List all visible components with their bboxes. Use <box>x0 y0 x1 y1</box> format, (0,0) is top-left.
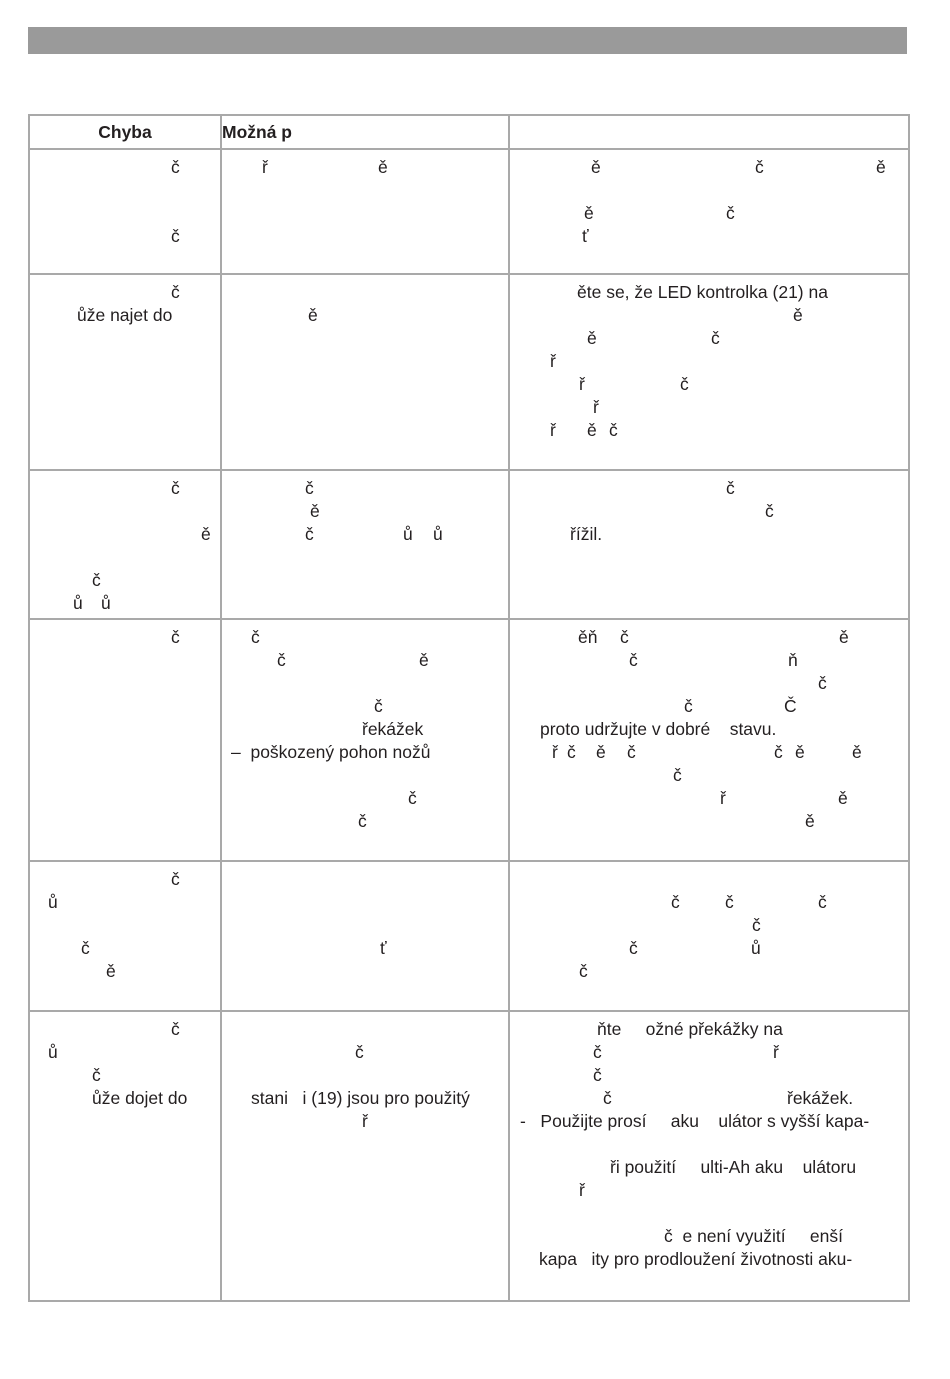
fault-cell <box>29 149 221 274</box>
cause-text: stani i (19) jsou pro použitý <box>251 1088 470 1108</box>
remedy-cell <box>509 470 909 619</box>
cause-text: č <box>358 811 367 831</box>
remedy-text: č <box>818 673 827 693</box>
cause-text: č <box>305 478 314 498</box>
remedy-text: řekážek. <box>787 1088 854 1108</box>
remedy-text: č <box>726 478 735 498</box>
remedy-text: ňte ožné překážky na <box>597 1019 783 1039</box>
table-row <box>29 274 909 470</box>
remedy-text: ř <box>550 420 556 440</box>
remedy-text: č <box>684 696 693 716</box>
remedy-text: č <box>711 328 720 348</box>
remedy-text: č <box>765 501 774 521</box>
fault-text: č <box>92 570 101 590</box>
fault-text: ů <box>73 593 83 613</box>
column-header-remedy <box>509 115 909 149</box>
remedy-text: kapa ity pro prodloužení životnosti aku- <box>539 1249 853 1269</box>
remedy-text: č <box>579 961 588 981</box>
remedy-text: č <box>671 892 680 912</box>
cause-text: ě <box>378 157 388 177</box>
remedy-text: č <box>680 374 689 394</box>
remedy-text: ř <box>773 1042 779 1062</box>
remedy-text: č <box>627 742 636 762</box>
remedy-text: ě <box>584 203 594 223</box>
remedy-text: č <box>629 938 638 958</box>
table-row <box>29 861 909 1011</box>
fault-text: ů <box>48 892 58 912</box>
remedy-text: ř <box>552 742 558 762</box>
fault-text: č <box>171 1019 180 1039</box>
remedy-text: ři použití ulti-Ah aku ulátoru <box>610 1157 857 1177</box>
table-header-row <box>29 115 909 149</box>
fault-text: ě <box>201 524 211 544</box>
fault-text: č <box>171 282 180 302</box>
remedy-text: ř <box>579 374 585 394</box>
fault-text: č <box>171 478 180 498</box>
remedy-text: ř <box>550 351 556 371</box>
cause-cell <box>221 619 509 861</box>
cause-text: ř <box>262 157 268 177</box>
fault-cell <box>29 470 221 619</box>
remedy-text: č <box>629 650 638 670</box>
cause-cell <box>221 1011 509 1301</box>
table-row <box>29 470 909 619</box>
fault-text: č <box>171 226 180 246</box>
remedy-text: č <box>620 627 629 647</box>
remedy-text: ů <box>751 938 761 958</box>
remedy-text: č <box>609 420 618 440</box>
cause-text: ě <box>310 501 320 521</box>
remedy-cell <box>509 1011 909 1301</box>
cause-text: ř <box>362 1111 368 1131</box>
column-header-cause: Možná p <box>221 115 509 149</box>
remedy-text: č e není využití enší <box>664 1226 843 1246</box>
remedy-text: ě <box>839 627 849 647</box>
cause-text: ů <box>433 524 443 544</box>
remedy-cell <box>509 274 909 470</box>
cause-text: ů <box>403 524 413 544</box>
fault-text: č <box>81 938 90 958</box>
remedy-text: ť <box>582 226 589 246</box>
remedy-text: ě <box>591 157 601 177</box>
fault-cell <box>29 274 221 470</box>
fault-text: ů <box>101 593 111 613</box>
cause-text: č <box>251 627 260 647</box>
remedy-text: ň <box>788 650 798 670</box>
remedy-text: Č <box>784 696 797 716</box>
cause-text: ě <box>308 305 318 325</box>
remedy-text: ř <box>593 397 599 417</box>
fault-cell <box>29 619 221 861</box>
remedy-cell <box>509 149 909 274</box>
remedy-text: ě <box>793 305 803 325</box>
cause-text: č <box>374 696 383 716</box>
column-header-fault: Chyba <box>29 115 221 149</box>
fault-text: č <box>171 157 180 177</box>
cause-text: řekážek <box>362 719 424 739</box>
remedy-text: č <box>725 892 734 912</box>
remedy-text: ěň <box>578 627 598 647</box>
table-row <box>29 1011 909 1301</box>
cause-text: č <box>277 650 286 670</box>
remedy-text: ř <box>720 788 726 808</box>
remedy-text: ř <box>579 1180 585 1200</box>
fault-text: č <box>171 869 180 889</box>
fault-cell <box>29 861 221 1011</box>
remedy-text: č <box>673 765 682 785</box>
remedy-text: č <box>755 157 764 177</box>
cause-text: č <box>355 1042 364 1062</box>
cause-text: – poškozený pohon nožů <box>231 742 431 762</box>
header-bar <box>28 27 907 54</box>
remedy-cell <box>509 619 909 861</box>
remedy-cell <box>509 861 909 1011</box>
remedy-text: řížil. <box>570 524 603 544</box>
remedy-text: proto udržujte v dobré stavu. <box>540 719 777 739</box>
troubleshooting-table <box>28 114 910 1302</box>
remedy-text: ěte se, že LED kontrolka (21) na <box>577 282 828 302</box>
remedy-text: ě <box>876 157 886 177</box>
remedy-text: ě <box>587 420 597 440</box>
remedy-text: č <box>752 915 761 935</box>
cause-text: ě <box>419 650 429 670</box>
fault-text: ůže dojet do <box>92 1088 188 1108</box>
remedy-text: ě <box>838 788 848 808</box>
fault-text: č <box>171 627 180 647</box>
remedy-text: č <box>774 742 783 762</box>
cause-cell <box>221 149 509 274</box>
cause-text: č <box>408 788 417 808</box>
remedy-text: č <box>818 892 827 912</box>
remedy-text: č <box>603 1088 612 1108</box>
remedy-text: ě <box>596 742 606 762</box>
remedy-text: ě <box>852 742 862 762</box>
remedy-text: - Použijte prosí aku ulátor s vyšší kapa- <box>520 1111 870 1131</box>
remedy-text: č <box>726 203 735 223</box>
fault-text: ě <box>106 961 116 981</box>
cause-cell <box>221 470 509 619</box>
cause-cell <box>221 274 509 470</box>
table-row <box>29 619 909 861</box>
fault-cell <box>29 1011 221 1301</box>
fault-text: č <box>92 1065 101 1085</box>
fault-text: ůže najet do <box>77 305 173 325</box>
cause-text: č <box>305 524 314 544</box>
fault-text: ů <box>48 1042 58 1062</box>
table-row <box>29 149 909 274</box>
remedy-text: č <box>593 1065 602 1085</box>
remedy-text: ě <box>805 811 815 831</box>
remedy-text: ě <box>587 328 597 348</box>
remedy-text: ě <box>795 742 805 762</box>
remedy-text: č <box>593 1042 602 1062</box>
cause-cell <box>221 861 509 1011</box>
cause-text: ť <box>380 938 387 958</box>
remedy-text: č <box>567 742 576 762</box>
